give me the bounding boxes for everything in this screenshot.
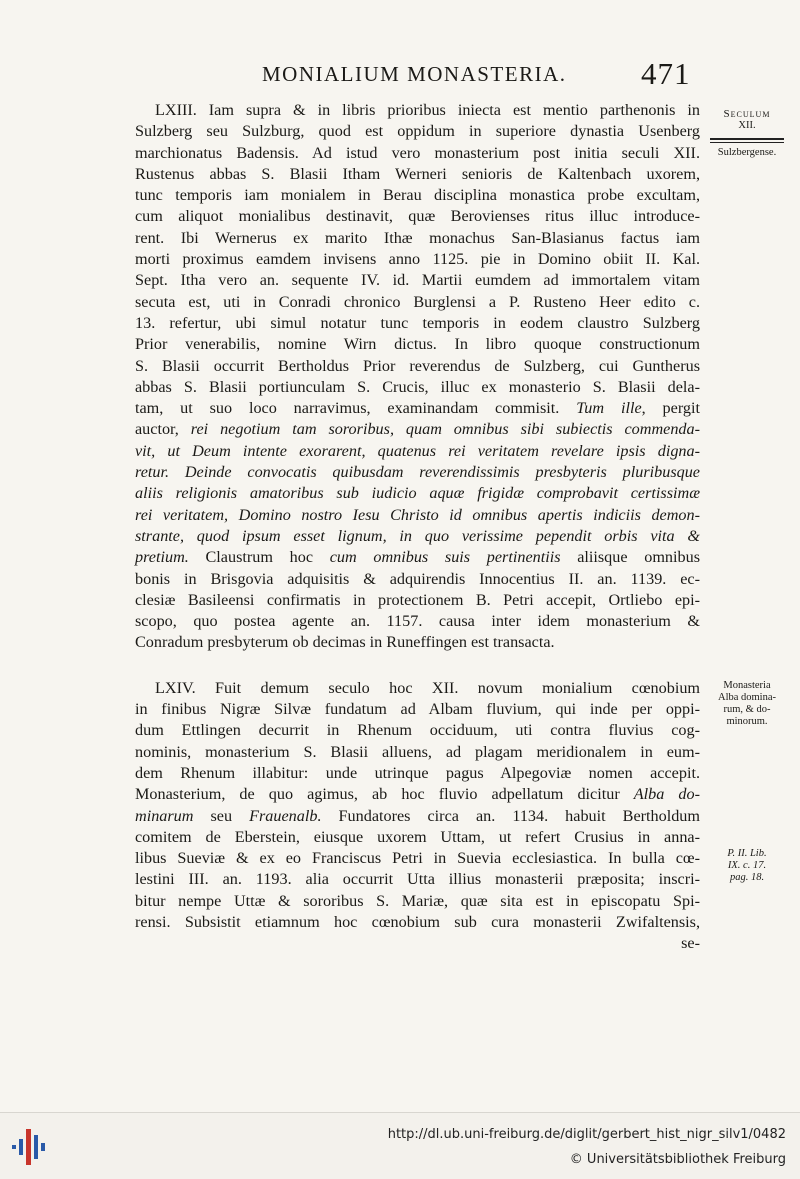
text-line: 13. refertur, ubi simul notatur tunc temporis in eodem claustro Sulzberg xyxy=(135,313,700,332)
sidenote-seculum xyxy=(704,108,790,159)
italic-quote: minarum xyxy=(135,806,194,825)
sidenote-seculum-number: XII. xyxy=(738,120,756,131)
text-line: cum aliquot monialibus destinavit, quæ Berovienses ritus illuc introduce- xyxy=(135,207,700,226)
text-line: Conradum presbyterum ob decimas in Runeffingen est transacta. xyxy=(135,633,555,652)
italic-line: retur. Deinde convocatis quibusdam reverendissimis presbyteris pluribusque xyxy=(135,463,700,482)
text-line: comitem de Eberstein, eiusque uxorem Uttam, ut refert Crusius in anna- xyxy=(135,827,700,846)
text-fragment: auctor, xyxy=(135,420,179,439)
text-line: Sept. Itha vero an. sequente IV. id. Martii eumdem ad immortalem vitam xyxy=(135,271,700,290)
library-logo-icon xyxy=(12,1127,52,1167)
sidenote-alba-line: Monasteria xyxy=(723,680,771,691)
text-line: S. Blasii occurrit Bertholdus Prior reverendus de Sulzberg, cui Guntherus xyxy=(135,356,700,375)
text-line: marchionatus Badensis. Ad istud vero monasterium post initia seculi XII. xyxy=(135,143,700,162)
italic-quote: Alba do- xyxy=(633,785,700,804)
copyright-notice: © Universitätsbibliothek Freiburg xyxy=(569,1152,786,1167)
italic-quote: rei negotium tam sororibus, quam omnibus sibi subiectis commenda- xyxy=(190,420,701,439)
text-fragment: aliisque omnibus xyxy=(577,548,700,567)
text-line: secuta est, uti in Conradi chronico Burglensi a P. Rusteno Heer edito c. xyxy=(135,292,700,311)
text-fragment: Claustrum hoc xyxy=(205,548,314,567)
text-line: bitur nempe Uttæ & sororibus S. Mariæ, quæ sita est in episcopatu Spi- xyxy=(135,891,700,910)
viewer-footer xyxy=(0,1112,800,1179)
text-fragment: seu xyxy=(210,806,233,825)
sidenote-rule-thin xyxy=(710,142,784,143)
text-fragment: tam, ut suo loco narravimus, examinandam commisit. xyxy=(135,399,560,418)
sidenote-alba-line: Alba domina- xyxy=(717,692,777,703)
italic-line: strante, quod ipsum esset lignum, in quo verissime pependit orbis vita & xyxy=(135,526,700,545)
running-title: MONIALIUM MONASTERIA. xyxy=(262,62,567,86)
italic-quote: Tum ille xyxy=(576,399,642,418)
text-line: scopo, quo postea agente an. 1157. causa inter idem monasterium & xyxy=(135,612,700,631)
text-line: Sulzberg seu Sulzburg, quod est oppidum in superiore dynastia Usenberg xyxy=(135,122,700,141)
text-fragment: Fundatores circa an. 1134. habuit Bertholdum xyxy=(338,806,700,825)
text-line: abbas S. Blasii portiunculam S. Crucis, illuc ex monasterio S. Blasii dela- xyxy=(135,377,700,396)
sidenote-reference-line: P. II. Lib. xyxy=(727,848,767,859)
sidenote-reference xyxy=(704,848,790,884)
text-line: in finibus Nigræ Silvæ fundatum ad Albam fluvium, qui inde per oppi- xyxy=(135,700,700,719)
sidenote-rule xyxy=(710,138,784,140)
text-line: nominis, monasterium S. Blasii alluens, ad plagam meridionalem in eum- xyxy=(135,742,700,761)
text-line: Prior venerabilis, nomine Wirn dictus. In libro quoque constructionum xyxy=(135,335,700,354)
page-number: 471 xyxy=(641,56,691,91)
text-line: tunc temporis iam monialem in Berau disciplina monastica probe excultam, xyxy=(135,186,700,205)
text-line: libus Sueviæ & ex eo Franciscus Petri in Suevia ecclesiastica. In bulla cœ- xyxy=(135,849,700,868)
sidenote-seculum-label: Seculum xyxy=(723,108,771,120)
text-line-mixed xyxy=(115,419,700,440)
text-fragment: , pergit xyxy=(641,399,701,418)
permalink-url[interactable]: http://dl.ub.uni-freiburg.de/diglit/gerbert_hist_nigr_silv1/0482 xyxy=(387,1127,786,1142)
text-line: bonis in Brisgovia adquisitis & adquirendis Innocentius II. an. 1139. ec- xyxy=(135,569,700,588)
text-line: lestini III. an. 1193. alia occurrit Utta illius monasterii præposita; inscri- xyxy=(135,870,700,889)
text-line: dem Rhenum illabitur: unde utrinque pagus Alpegoviæ nomen accepit. xyxy=(135,763,700,782)
text-line: LXIV. Fuit demum seculo hoc XII. novum monialium cœnobium xyxy=(155,678,700,697)
text-line: clesiæ Basileensi confirmatis in protectionem B. Petri accepit, Ortliebo epi- xyxy=(135,590,700,609)
text-line: Rustenus abbas S. Blasii Itham Werneri senioris de Kaltenbach uxorem, xyxy=(135,164,700,183)
italic-line: rei veritatem, Domino nostro Iesu Christo id omnibus apertis indiciis demon- xyxy=(135,505,700,524)
italic-line: aliis religionis amatoribus sub iudicio aquæ frigidæ comprobavit certissimæ xyxy=(135,484,700,503)
text-line-mixed xyxy=(115,784,700,805)
sidenote-alba-line: minorum. xyxy=(726,716,768,727)
text-fragment: Monasterium, de quo agimus, ab hoc fluvio adpellatum dicitur xyxy=(135,785,620,804)
italic-quote: pretium. xyxy=(135,548,189,567)
text-line: rensi. Subsistit etiamnum hoc cœnobium sub cura monasterii Zwifaltensis, xyxy=(135,912,700,931)
catchword: se- xyxy=(681,934,700,953)
text-line: rent. Ibi Wernerus ex marito Ithæ monachus San-Blasianus factus iam xyxy=(135,228,700,247)
text-line: LXIII. Iam supra & in libris prioribus iniecta est mentio parthenonis in xyxy=(155,101,700,119)
sidenote-alba-line: rum, & do- xyxy=(723,704,771,715)
italic-quote: cum omnibus suis pertinentiis xyxy=(329,548,561,567)
paragraph-lxiii xyxy=(115,100,700,654)
sidenote-reference-line: pag. 18. xyxy=(729,872,765,883)
italic-quote: Frauenalb. xyxy=(249,806,322,825)
sidenote-alba xyxy=(704,680,790,728)
text-line-mixed xyxy=(115,398,700,419)
sidenote-sulzbergense: Sulzbergense. xyxy=(717,147,777,158)
italic-line: vit, ut Deum intente exorarent, quatenus rei veritatem revelare ipsis digna- xyxy=(135,441,700,460)
text-line: dum Ettlingen decurrit in Rhenum occiduum, uti contra fluvius cog- xyxy=(135,721,700,740)
body-text xyxy=(115,100,700,973)
text-line-mixed xyxy=(115,547,700,568)
sidenote-reference-line: IX. c. 17. xyxy=(727,860,767,871)
text-line-mixed xyxy=(115,806,700,827)
text-line: morti proximus eamdem invisens anno 1125. pie in Domino obiit II. Kal. xyxy=(135,250,700,269)
paragraph-lxiv xyxy=(115,678,700,955)
